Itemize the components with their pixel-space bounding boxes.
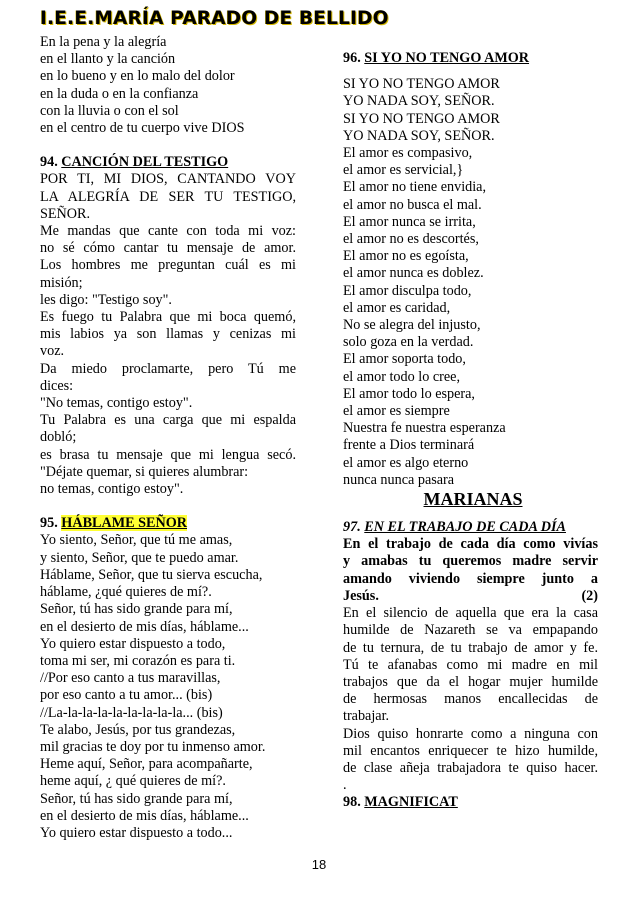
verse-line: el amor es caridad, <box>343 299 451 316</box>
section-title-marianas: MARIANAS <box>423 489 523 510</box>
verse-line: solo goza en la verdad. <box>343 334 474 351</box>
song-number: 96. <box>343 50 361 66</box>
song-title: HÁBLAME SEÑOR <box>61 515 188 532</box>
verse-line: El amor todo lo espera, <box>343 385 475 402</box>
verse-line: nunca nunca pasara <box>343 471 455 488</box>
verse-line: El amor es compasivo, <box>343 145 473 162</box>
verse-line: el amor no es descortés, <box>343 231 479 248</box>
page-number: 18 <box>311 857 327 872</box>
verse-line: SI YO NO TENGO AMOR <box>343 110 500 127</box>
verse-line: trabajos que da el hogar mujer humilde <box>343 673 598 690</box>
school-header: I.E.E.MARÍA PARADO DE BELLIDO <box>40 8 389 29</box>
song-title: CANCIÓN DEL TESTIGO <box>61 154 229 171</box>
verse-line: YO NADA SOY, SEÑOR. <box>343 93 495 110</box>
verse-line: LA ALEGRÍA DE SER TU TESTIGO, <box>40 188 296 205</box>
verse-line: En la pena y la alegría <box>40 34 167 50</box>
verse-line: no temas, contigo estoy". <box>40 481 184 498</box>
verse-line: el amor es siempre <box>343 403 450 420</box>
song-number: 95. <box>40 515 58 532</box>
song-title: EN EL TRABAJO DE CADA DÍA <box>364 519 566 536</box>
verse-line: les digo: "Testigo soy". <box>40 291 172 308</box>
verse-line: Es fuego tu Palabra que mi boca quemó, <box>40 309 296 326</box>
verse-line: en el desierto de mis días, háblame... <box>40 618 249 635</box>
verse-line: Tú te afanabas como mi madre en mil <box>343 656 598 673</box>
song-title: MAGNIFICAT <box>364 794 458 811</box>
verse-line: de tu ternura, de tu trabajo de amor y fe. <box>343 639 598 656</box>
song-heading <box>343 50 598 67</box>
verse-line: por eso canto a tu amor... (bis) <box>40 687 213 704</box>
chorus-line: y amabas tu queremos madre servir <box>343 553 598 570</box>
song-title: SI YO NO TENGO AMOR <box>364 50 530 66</box>
intro-verse <box>40 34 296 137</box>
right-column <box>343 50 598 812</box>
verse-line: en el centro de tu cuerpo vive DIOS <box>40 120 245 137</box>
verse-line: y siento, Señor, que te puedo amar. <box>40 549 239 566</box>
verse-line: dobló; <box>40 429 77 446</box>
verse-line: Los hombres me preguntan cuál es mi <box>40 257 296 274</box>
verse-line: Háblame, Señor, que tu sierva escucha, <box>40 566 263 583</box>
verse-line: Dios quiso honrarte como a ninguna con <box>343 725 598 742</box>
verse-line: Yo quiero estar dispuesto a todo... <box>40 824 233 841</box>
verse-line: //Por eso canto a tus maravillas, <box>40 670 221 687</box>
song-heading <box>343 794 598 811</box>
verse-line: SI YO NO TENGO AMOR <box>343 76 500 93</box>
song-94 <box>40 154 296 498</box>
verse-line: toma mi ser, mi corazón es para ti. <box>40 652 236 669</box>
verse-line: mil encantos enriquecer te hizo humilde, <box>343 742 598 759</box>
verse-line: No se alegra del injusto, <box>343 317 481 334</box>
verse-line: voz. <box>40 343 65 360</box>
verse-line: Te alabo, Jesús, por tus grandezas, <box>40 721 236 738</box>
verse-line: el amor nunca es doblez. <box>343 265 484 282</box>
song-98 <box>343 794 598 811</box>
verse-line: háblame, ¿qué quieres de mí?. <box>40 584 212 601</box>
chorus-line <box>343 588 598 605</box>
left-column <box>40 34 296 842</box>
verse-line: El amor disculpa todo, <box>343 282 472 299</box>
verse-line: mil gracias te doy por tu inmenso amor. <box>40 738 266 755</box>
verse-line: POR TI, MI DIOS, CANTANDO VOY <box>40 171 296 188</box>
verse-line: El amor soporta todo, <box>343 351 466 368</box>
song-96 <box>343 50 598 489</box>
verse-line: Tu Palabra es una carga que mi espalda <box>40 412 296 429</box>
song-heading <box>40 515 296 532</box>
verse-line: Nuestra fe nuestra esperanza <box>343 420 506 437</box>
repeat-marker: (2) <box>581 587 598 604</box>
verse-line: Heme aquí, Señor, para acompañarte, <box>40 756 253 773</box>
verse-line: en el desierto de mis días, háblame... <box>40 807 249 824</box>
chorus-line: En el trabajo de cada día como vivías <box>343 536 598 553</box>
verse-line: de hermosas manos encallecidas de <box>343 691 598 708</box>
verse-line: SEÑOR. <box>40 205 91 222</box>
verse-line: heme aquí, ¿ qué quieres de mí?. <box>40 773 226 790</box>
verse-line: "No temas, contigo estoy". <box>40 395 193 412</box>
song-number: 97. <box>343 519 361 536</box>
verse-line: en lo bueno y en lo malo del dolor <box>40 68 235 85</box>
song-heading <box>40 154 296 171</box>
verse-line: YO NADA SOY, SEÑOR. <box>343 127 495 144</box>
chorus-line: amando viviendo siempre junto a <box>343 570 598 587</box>
song-97 <box>343 519 598 794</box>
verse-line: Me mandas que cante con toda mi voz: <box>40 223 296 240</box>
verse-line: Da miedo proclamarte, pero Tú me <box>40 360 296 377</box>
verse-line: frente a Dios terminará <box>343 437 475 454</box>
verse-line: Señor, tú has sido grande para mí, <box>40 790 233 807</box>
verse-line: El amor no es egoísta, <box>343 248 469 265</box>
verse-line: Señor, tú has sido grande para mí, <box>40 601 233 618</box>
verse-line: humilde de Nazareth se va empapando <box>343 622 598 639</box>
verse-line: de clase añeja trabajadora te quiso hacer. <box>343 759 598 776</box>
verse-line: el amor es servicial,} <box>343 162 464 179</box>
verse-line: "Déjate quemar, si quieres alumbrar: <box>40 463 249 480</box>
verse-line: En el silencio de aquella que era la casa <box>343 605 598 622</box>
song-number: 98. <box>343 794 361 811</box>
verse-line: Yo quiero estar dispuesto a todo, <box>40 635 226 652</box>
song-95 <box>40 515 296 842</box>
verse-line: es brasa tu mensaje que mi lengua secó. <box>40 446 296 463</box>
verse-line: trabajar. <box>343 708 390 725</box>
verse-line: El amor no tiene envidia, <box>343 179 487 196</box>
verse-line: El amor nunca se irrita, <box>343 213 476 230</box>
verse-line: . <box>343 777 347 794</box>
verse-line: el amor es algo eterno <box>343 454 469 471</box>
verse-line: no sé cómo cantar tu mensaje de amor. <box>40 240 296 257</box>
verse-line: Yo siento, Señor, que tú me amas, <box>40 532 233 549</box>
verse-line: mis labios ya son llamas y cenizas mi <box>40 326 296 343</box>
song-heading <box>343 519 598 536</box>
verse-line: misión; <box>40 274 83 291</box>
verse-line: //La-la-la-la-la-la-la-la-la... (bis) <box>40 704 223 721</box>
verse-line: en la duda o en la confianza <box>40 85 199 102</box>
verse-line: el amor todo lo cree, <box>343 368 460 385</box>
verse-line: dices: <box>40 377 74 394</box>
verse-line: con la lluvia o con el sol <box>40 102 179 119</box>
verse-line: el amor no busca el mal. <box>343 196 482 213</box>
verse-line: en el llanto y la canción <box>40 51 176 68</box>
song-number: 94. <box>40 154 58 171</box>
chorus-last-word: Jesús. <box>343 587 379 604</box>
